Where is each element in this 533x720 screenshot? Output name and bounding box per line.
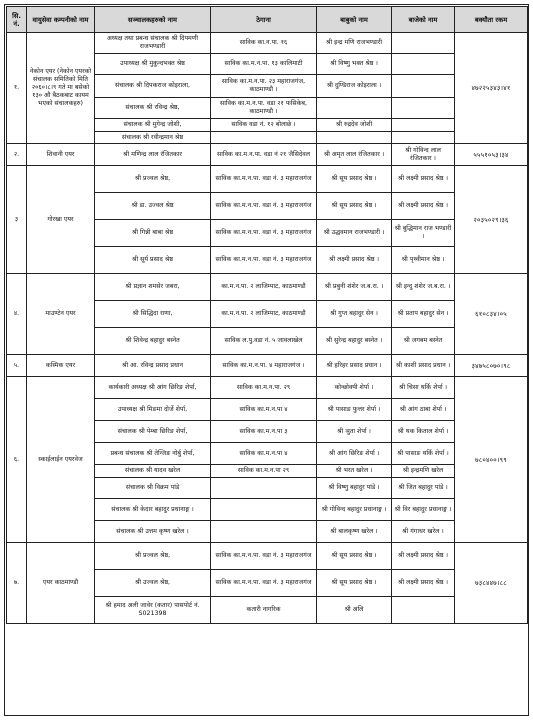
cell-sn: २. <box>7 144 27 166</box>
cell-grandfather: श्री पृथ्वीमान श्रेष्ठ । <box>392 247 455 274</box>
cell-grandfather <box>392 54 455 75</box>
cell-father: श्री बालकृष्ण खरेल । <box>317 521 392 543</box>
cell-director: संचालक श्री उत्तम कृष्ण खरेल । <box>95 521 211 543</box>
cell-sn: १. <box>7 33 27 144</box>
cell-father: श्री गोविन्द बहादुर प्रधानाङ्ग । <box>317 499 392 521</box>
cell-address: साविक का.म.न.पा ४ <box>211 443 317 465</box>
cell-director: संचालक श्री यादव खरेल <box>95 465 211 478</box>
cell-father: श्री लक्ष्मी प्रसाद श्रेष्ठ । <box>317 247 392 274</box>
cell-grandfather: श्री इन्द्रमणि खरेल <box>392 465 455 478</box>
cell-address: साविक का.म.न.पा ३ <box>211 421 317 443</box>
cell-address: साविक ल.पु.वडा नं. ५ जावलाखेल <box>211 328 317 355</box>
table-row <box>7 274 528 301</box>
cell-company-name: शिवानी एयर <box>27 144 95 166</box>
cell-grandfather: श्री जगबम बस्नेत <box>392 328 455 355</box>
cell-director: श्री आ. रविन्द्र प्रसाद प्रधान <box>95 355 211 377</box>
header-director: सञ्चालकहरुको नाम <box>95 7 211 33</box>
cell-director: संचालक श्री दिपकराज कोइराला, <box>95 75 211 98</box>
cell-address: का.म.न.पा. २ लाजिम्पाट, काठमाण्डौ <box>211 274 317 301</box>
cell-address: साविक का.म.न.पा. २३ महाराजगंज, काठमाण्डौ । <box>211 75 317 98</box>
cell-address: साविक का.म.न.पा. वडा २१ फसिकेब, काठमाण्डौ । <box>211 98 317 119</box>
cell-grandfather: श्री आंग ठाबा शेर्पा । <box>392 399 455 421</box>
cell-director: श्री शिवेन्द्र बहादुर बस्नेत <box>95 328 211 355</box>
cell-grandfather: श्री लक्ष्मी प्रसाद श्रेष्ठ । <box>392 193 455 220</box>
cell-address <box>211 499 317 521</box>
cell-father: श्री सूय प्रसाद श्रेष्ठ । <box>317 570 392 597</box>
cell-address: साविक का.म.न.पा. वडा नं. ३ महाराजगंज <box>211 543 317 570</box>
cell-grandfather: श्री काशी प्रसाद प्रधान । <box>392 355 455 377</box>
header-address: ठेगाना <box>211 7 317 33</box>
cell-director: उपाध्यक्ष श्री मुकुन्दभक्त श्रेष्ठ <box>95 54 211 75</box>
cell-sn: ३ <box>7 166 27 274</box>
cell-amount: ४७२२५३४३।४१ <box>455 33 528 144</box>
table-row <box>7 144 528 166</box>
cell-address: साविक वडा नं. १२ बोलाछे । <box>211 119 317 132</box>
cell-father: श्री अमृत लाल रंजितकार । <box>317 144 392 166</box>
cell-grandfather: श्री प्रताप बहादुर सेन । <box>392 301 455 328</box>
cell-director: अध्यक्ष तथा प्रबन्ध संचालक श्री दिपमणी राजभण्डारी <box>95 33 211 54</box>
cell-address: साविक का.म.न.पा. वडा नं. ३ महाराजगंज <box>211 570 317 597</box>
cell-sn: ६. <box>7 377 27 543</box>
cell-grandfather: श्री इन्दु शंशेर ज.ब.रा. । <box>392 274 455 301</box>
cell-address: साविक का.म.न.पा. वडा नं. ३ महाराजगंज <box>211 220 317 247</box>
cell-father: श्री सूय प्रसाद श्रेष्ठ । <box>317 543 392 570</box>
cell-father: कोन्छोक्पी शेर्पा । <box>317 377 392 399</box>
cell-address: साविक का.म.न.पा. वडा नं २१ जैसिदेवल <box>211 144 317 166</box>
cell-director: श्री मणिन्द्र लाल रंजितकार <box>95 144 211 166</box>
table-row <box>7 543 528 570</box>
cell-company-name: नेकोन एयर (नेकोन एयरको संचालक समितिको मिति २०६०।८।९ गते मा बसेको १३० औ बैठकबाट कायम भएको संचालकहरु) <box>27 33 95 144</box>
cell-father: श्री दुण्डिराज कोइराला । <box>317 75 392 98</box>
header-father: बाबुको नाम <box>317 7 392 33</box>
cell-grandfather: श्री बुद्धिमान राज भण्डारी । <box>392 220 455 247</box>
cell-address <box>211 478 317 499</box>
header-row <box>7 7 528 33</box>
cell-amount: ५५५१०५३।३४ <box>455 144 528 166</box>
cell-father: श्री विष्णु भक्त श्रेष्ठ । <box>317 54 392 75</box>
cell-father <box>317 132 392 144</box>
cell-grandfather <box>392 75 455 98</box>
cell-director: उपाध्यक्ष श्री मिङमा दोर्जे शेर्पा, <box>95 399 211 421</box>
cell-address <box>211 132 317 144</box>
cell-grandfather: श्री गंगाधर खरेल । <box>392 521 455 543</box>
cell-company-name: कस्मिक एयर <box>27 355 95 377</box>
cell-company-name: माउण्टेन एयर <box>27 274 95 355</box>
table-body <box>7 33 528 624</box>
cell-address: साविक का.म.न.पा. २९ <box>211 377 317 399</box>
cell-grandfather: श्री गोविन्द लाल रंजितकार । <box>392 144 455 166</box>
table-row <box>7 33 528 54</box>
cell-grandfather: श्री चिसा थर्कि शेर्पा । <box>392 377 455 399</box>
cell-amount: ७८०४००।९९ <box>455 377 528 543</box>
cell-grandfather: श्री पासाङ थर्कि शेर्पा । <box>392 443 455 465</box>
cell-address: साविक का.म.न.पा. ४ महाराजगंज । <box>211 355 317 377</box>
cell-director: श्री सूर्य प्रसाद श्रेष्ठ <box>95 247 211 274</box>
cell-grandfather: श्री थक किताल शेर्पा । <box>392 421 455 443</box>
cell-father: श्री रुद्रदेव जोशी <box>317 119 392 132</box>
cell-amount: ७३८४४७।८८ <box>455 543 528 624</box>
cell-father <box>317 98 392 119</box>
header-sn: सि. नं. <box>7 7 27 33</box>
cell-address: का.म.न.पा. २ लाजिम्पाट, काठमाण्डौ <box>211 301 317 328</box>
cell-director: संचालक श्री विक्रम पांडे <box>95 478 211 499</box>
cell-address: साविक का.म.न.पा. वडा नं. ३ महाराजगंज <box>211 193 317 220</box>
cell-grandfather <box>392 132 455 144</box>
cell-father: श्री पासाङ फुत्तर शेर्पा । <box>317 399 392 421</box>
cell-address: साविक का.म.न.पा. वडा नं. ३ महाराजगंज <box>211 166 317 193</box>
cell-sn: ४. <box>7 274 27 355</box>
cell-father: श्री प्रबुनी शंशेर ज.ब.रा. । <box>317 274 392 301</box>
cell-father: श्री सूय प्रसाद श्रेष्ठ । <box>317 166 392 193</box>
cell-father: श्री अलि <box>317 597 392 624</box>
cell-director: संचालक श्री केदार बहादुर प्रधानाङ्ग । <box>95 499 211 521</box>
cell-director: श्री प्रज्वल श्रेष्ठ, <box>95 166 211 193</box>
cell-father: श्री हरिहर प्रसाद प्रधान । <box>317 355 392 377</box>
cell-father: श्री सुरेन्द्र बहादुर बस्नेत । <box>317 328 392 355</box>
cell-grandfather: श्री विर बहादुर प्रधानाङ्ग । <box>392 499 455 521</box>
table-row <box>7 166 528 193</box>
cell-director: कार्यकारी अध्यक्ष श्री आंग छिरिङ शेर्पा, <box>95 377 211 399</box>
cell-grandfather: श्री लक्ष्मी प्रसाद श्रेष्ठ । <box>392 166 455 193</box>
cell-address <box>211 521 317 543</box>
cell-director: श्री सिद्धिदा राणा, <box>95 301 211 328</box>
header-company: वायुसेवा कम्पनीको नाम <box>27 7 95 33</box>
cell-company-name: एयर काठमाण्डौ <box>27 543 95 624</box>
cell-address: साविक का.म.न.पा. १३ कालिमाटी <box>211 54 317 75</box>
cell-director: संचालक श्री रविन्द्र श्रेष्ठ, <box>95 98 211 119</box>
cell-sn: ७. <box>7 543 27 624</box>
cell-father: श्री इन्द्र मणि राजभण्डारी <box>317 33 392 54</box>
cell-grandfather: श्री लक्ष्मी प्रसाद श्रेष्ठ । <box>392 543 455 570</box>
cell-grandfather <box>392 119 455 132</box>
cell-director: श्री उज्वल श्रेष्ठ, <box>95 570 211 597</box>
cell-address: साविक का.न.पा. १६ <box>211 33 317 54</box>
cell-company-name: गोरखा एयर <box>27 166 95 274</box>
cell-grandfather <box>392 597 455 624</box>
cell-director: श्री हमाद अली जावेर (कतार) पासपोर्ट नं. S021398 <box>95 597 211 624</box>
cell-address: साविक का.म.न.पा ४ <box>211 399 317 421</box>
cell-address: साविक का.म.न.पा २९ <box>211 465 317 478</box>
cell-father: श्री उद्धवमान राजभण्डारी । <box>317 220 392 247</box>
cell-amount: २०३५०२९।३६ <box>455 166 528 274</box>
cell-grandfather <box>392 98 455 119</box>
cell-grandfather: श्री लक्ष्मी प्रसाद श्रेष्ठ । <box>392 570 455 597</box>
cell-address: साविक का.म.न.पा. वडा नं. ३ महाराजगंज <box>211 247 317 274</box>
cell-father: श्री ञुता शेर्पा । <box>317 421 392 443</box>
cell-father: श्री आंग छिरिङ शेर्पा । <box>317 443 392 465</box>
cell-director: श्री गिन्नी बाबा श्रेष्ठ <box>95 220 211 247</box>
header-grandfather: बाजेको नाम <box>392 7 455 33</box>
cell-father: श्री विष्णु बहादुर पांडे । <box>317 478 392 499</box>
cell-director: श्री प्रज्ञान शमसेर जबरा, <box>95 274 211 301</box>
cell-grandfather <box>392 33 455 54</box>
cell-amount: ६१०८३४।०५ <box>455 274 528 355</box>
cell-director: श्री प्रज्वल श्रेष्ठ, <box>95 543 211 570</box>
cell-sn: ५. <box>7 355 27 377</box>
cell-director: श्री डा. उज्वल श्रेष्ठ <box>95 193 211 220</box>
cell-amount: ३४७५८०७०।९८ <box>455 355 528 377</box>
cell-company-name: स्काईलाईन एयरवेज <box>27 377 95 543</box>
cell-grandfather: श्री जित बहादुर पांडे । <box>392 478 455 499</box>
cell-director: संचालक श्री पेम्बा छिरिङ शेर्पा, <box>95 421 211 443</box>
cell-father: श्री गुप्त बहादुर सेन । <box>317 301 392 328</box>
cell-father: श्री भरत खरेल । <box>317 465 392 478</box>
header-amount: बक्यौता रकम <box>455 7 528 33</box>
cell-director: संचालक श्री मुगेन्द्र जोशी, <box>95 119 211 132</box>
table-row <box>7 355 528 377</box>
cell-address: कतारी नागरिक <box>211 597 317 624</box>
defaulter-table <box>6 6 528 624</box>
cell-father: श्री सूय प्रसाद श्रेष्ठ । <box>317 193 392 220</box>
cell-director: प्रबन्ध संचालक श्री तेन्जिङ नोर्बु शेर्पा, <box>95 443 211 465</box>
table-row <box>7 377 528 399</box>
cell-director: संचालक श्री रवीन्द्रमान श्रेष्ठ <box>95 132 211 144</box>
